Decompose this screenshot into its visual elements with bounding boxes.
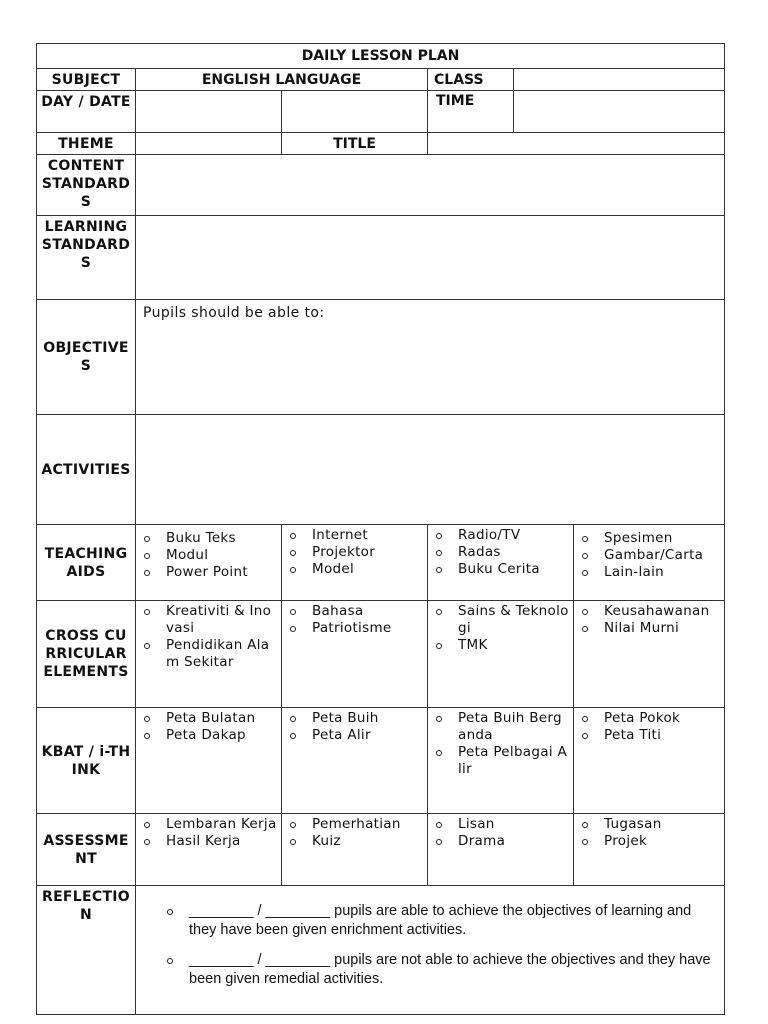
reflection-item: ________ / ________ pupils are not able to achieve the objectives and they have been given remedial activities. [189, 951, 714, 989]
class-value-field[interactable] [514, 69, 725, 91]
date-field[interactable] [282, 91, 428, 133]
kbat-col-4 [574, 708, 725, 814]
list-item: Kreativiti & Inovasi [166, 603, 277, 637]
list-item: Gambar/Carta [604, 547, 720, 564]
kbat-col-2 [282, 708, 428, 814]
list-item: Peta Dakap [166, 727, 277, 744]
list-item: Peta Titi [604, 727, 720, 744]
list-item: Spesimen [604, 530, 720, 547]
cross-curricular-label: CROSS CURRICULAR ELEMENTS [37, 601, 136, 708]
cross-curricular-col-4 [574, 601, 725, 708]
day-date-label: DAY / DATE [37, 91, 136, 133]
learning-standards-label: LEARNING STANDARDS [37, 216, 136, 300]
teaching-aids-label: TEACHING AIDS [37, 525, 136, 601]
list-item: Power Point [166, 564, 277, 581]
learning-standards-field[interactable] [136, 216, 725, 300]
page-title: DAILY LESSON PLAN [37, 44, 725, 69]
objectives-field[interactable] [136, 300, 725, 415]
list-item: Model [312, 561, 423, 578]
kbat-col-3 [428, 708, 574, 814]
list-item: Peta Alir [312, 727, 423, 744]
list-item: Internet [312, 527, 423, 544]
assessment-label: ASSESSMENT [37, 814, 136, 886]
list-item: Peta Pelbagai Alir [458, 744, 567, 777]
list-item: Peta Pokok [604, 710, 720, 727]
teaching-aids-col-1 [136, 525, 282, 601]
list-item: Buku Teks [166, 530, 277, 547]
list-item: Projek [604, 833, 720, 850]
content-standards-field[interactable] [136, 155, 725, 216]
reflection-label: REFLECTION [37, 886, 136, 1015]
list-item: Bahasa [312, 603, 423, 620]
assessment-col-1 [136, 814, 282, 886]
time-field[interactable] [514, 91, 725, 133]
assessment-col-2 [282, 814, 428, 886]
list-item: Drama [458, 833, 569, 850]
list-item: TMK [458, 637, 569, 654]
lesson-plan-table [36, 43, 725, 1015]
list-item: Lisan [458, 816, 569, 833]
activities-label: ACTIVITIES [37, 415, 136, 525]
list-item: Kuiz [312, 833, 423, 850]
list-item: Peta Buih Berganda [458, 710, 569, 744]
assessment-col-4 [574, 814, 725, 886]
cross-curricular-col-1 [136, 601, 282, 708]
theme-label: THEME [37, 133, 136, 155]
cross-curricular-col-2 [282, 601, 428, 708]
list-item: Pemerhatian [312, 816, 423, 833]
list-item: Buku Cerita [458, 561, 569, 578]
cross-curricular-col-3 [428, 601, 574, 708]
time-label: TIME [428, 91, 514, 133]
day-field[interactable] [136, 91, 282, 133]
list-item: Peta Bulatan [166, 710, 277, 727]
list-item: Radio/TV [458, 527, 569, 544]
list-item: Lembaran Kerja [166, 816, 277, 832]
class-label: CLASS [428, 69, 514, 91]
objectives-label: OBJECTIVES [37, 300, 136, 415]
title-label: TITLE [282, 133, 428, 155]
list-item: Hasil Kerja [166, 833, 277, 850]
list-item: Lain-lain [604, 564, 720, 581]
kbat-col-1 [136, 708, 282, 814]
teaching-aids-col-4 [574, 525, 725, 601]
list-item: Sains & Teknologi [458, 603, 569, 636]
list-item: Projektor [312, 544, 423, 561]
reflection-item: ________ / ________ pupils are able to achieve the objectives of learning and they have been given enrichment activities. [189, 902, 714, 940]
activities-field[interactable] [136, 415, 725, 525]
list-item: Peta Buih [312, 710, 423, 727]
list-item: Keusahawanan [604, 603, 720, 620]
list-item: Patriotisme [312, 620, 423, 637]
list-item: Tugasan [604, 816, 720, 833]
list-item: Modul [166, 547, 277, 564]
teaching-aids-col-2 [282, 525, 428, 601]
list-item: Pendidikan Alam Sekitar [166, 637, 277, 671]
list-item: Nilai Murni [604, 620, 720, 637]
teaching-aids-col-3 [428, 525, 574, 601]
subject-label: SUBJECT [37, 69, 136, 91]
reflection-field [136, 886, 725, 1015]
assessment-col-3 [428, 814, 574, 886]
kbat-label: KBAT / i-THINK [37, 708, 136, 814]
content-standards-label: CONTENT STANDARDS [37, 155, 136, 216]
objectives-note: Pupils should be able to: [143, 305, 325, 321]
theme-field[interactable] [136, 133, 282, 155]
list-item: Radas [458, 544, 569, 561]
title-field[interactable] [428, 133, 725, 155]
subject-value: ENGLISH LANGUAGE [136, 69, 428, 91]
